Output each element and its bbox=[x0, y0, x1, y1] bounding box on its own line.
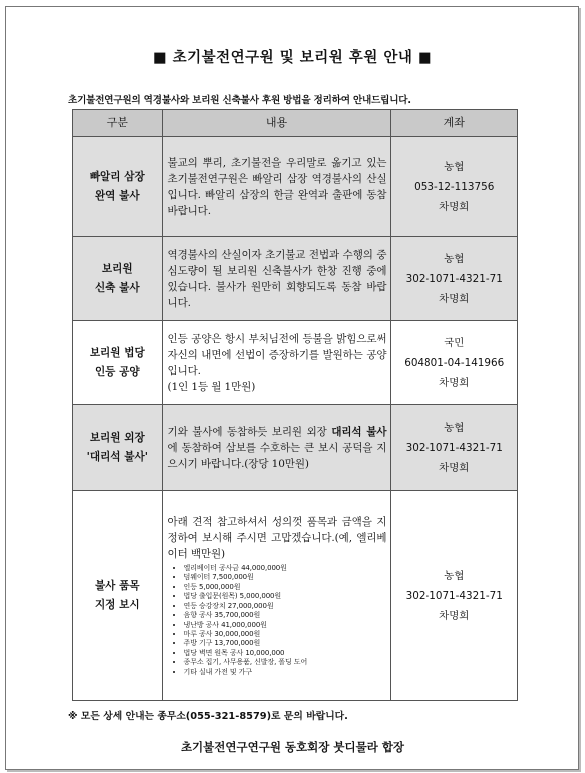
account-holder: 차명희 bbox=[439, 461, 470, 474]
category-line: 빠알리 삼장 bbox=[89, 170, 145, 183]
bank-name: 농협 bbox=[444, 421, 465, 434]
content-note: (1인 1등 월 1만원) bbox=[167, 380, 256, 393]
row-content: 불교의 뿌리, 초기불전을 우리말로 옮기고 있는 초기불전연구원은 빠알리 삼장 역경불사의 산실입니다. 빠알리 삼장의 한글 완역과 출판에 동참 바랍니다. bbox=[162, 137, 391, 237]
header-category: 구분 bbox=[73, 110, 163, 137]
list-item: • 덤웨이터 7,500,000원 bbox=[184, 573, 387, 582]
intro-text: 초기불전연구원의 역경불사와 보리원 신축불사 후원 방법을 정리하여 안내드립니다. bbox=[68, 95, 411, 106]
row-account bbox=[391, 405, 518, 491]
category-line: 불사 품목 bbox=[94, 579, 140, 592]
row-content bbox=[162, 491, 391, 701]
category-line: '대리석 불사' bbox=[86, 450, 148, 463]
list-item: • 인등 5,000,000원 bbox=[184, 583, 387, 592]
table-row bbox=[73, 137, 518, 237]
table-row bbox=[73, 237, 518, 321]
bank-name: 농협 bbox=[444, 160, 465, 173]
row-content bbox=[162, 321, 391, 405]
row-category bbox=[73, 237, 163, 321]
table-row bbox=[73, 491, 518, 701]
document-title: ■ 초기불전연구원 및 보리원 후원 안내 ■ bbox=[152, 50, 433, 66]
table-header-row bbox=[73, 110, 518, 137]
account-number: 604801-04-141966 bbox=[404, 356, 505, 369]
list-item: • 주방 기구 13,700,000원 bbox=[184, 639, 387, 648]
row-category bbox=[73, 321, 163, 405]
list-item: • 엘리베이터 공사금 44,000,000원 bbox=[184, 564, 387, 573]
category-line: 지정 보시 bbox=[94, 598, 140, 611]
category-line: 완역 불사 bbox=[94, 189, 140, 202]
category-line: 보리원 bbox=[101, 262, 133, 275]
row-account bbox=[391, 321, 518, 405]
category-line: 신축 불사 bbox=[94, 281, 140, 294]
account-number: 302-1071-4321-71 bbox=[405, 272, 503, 285]
account-number: 302-1071-4321-71 bbox=[405, 441, 503, 454]
row-content bbox=[162, 405, 391, 491]
content-text: 에 동참하여 삼보를 수호하는 큰 보시 공덕을 지으시기 바랍니다.(장당 10만원) bbox=[167, 441, 387, 470]
row-account bbox=[391, 237, 518, 321]
footer-signature: 초기불전연구연구원 동호회장 붓디물라 합장 bbox=[180, 740, 405, 754]
content-text: 아래 견적 참고하셔서 성의껏 품목과 금액을 지정하여 보시해 주시면 고맙겠습니다.(예, 엘리베이터 백만원) bbox=[167, 516, 387, 561]
row-category bbox=[73, 137, 163, 237]
row-category bbox=[73, 405, 163, 491]
list-item: • 법당 출입문(원목) 5,000,000원 bbox=[184, 592, 387, 601]
bank-name: 국민 bbox=[444, 336, 465, 349]
header-content: 내용 bbox=[162, 110, 391, 137]
list-item: • 냉난방 공사 41,000,000원 bbox=[184, 621, 387, 630]
content-text: 기와 불사에 동참하듯 보리원 외장 bbox=[167, 425, 332, 438]
table-row bbox=[73, 405, 518, 491]
account-number: 053-12-113756 bbox=[414, 180, 495, 193]
list-item: • 마루 공사 30,000,000원 bbox=[184, 630, 387, 639]
list-item: • 법당 벽면 원목 공사 10,000,000 bbox=[184, 649, 387, 658]
account-number: 302-1071-4321-71 bbox=[405, 589, 503, 602]
contact-note: ※ 모든 상세 안내는 종무소(055-321-8579)로 문의 바랍니다. bbox=[68, 711, 348, 722]
row-account bbox=[391, 137, 518, 237]
category-line: 보리원 외장 bbox=[89, 431, 145, 444]
account-holder: 차명희 bbox=[439, 609, 470, 622]
header-account: 계좌 bbox=[391, 110, 518, 137]
list-item: • 음향 공사 35,700,000원 bbox=[184, 611, 387, 620]
row-account bbox=[391, 491, 518, 701]
list-item: • 종무소 집기, 사무용품, 신발장, 폴딩 도어 bbox=[184, 658, 387, 667]
donation-table bbox=[72, 109, 518, 701]
account-holder: 차명희 bbox=[439, 292, 470, 305]
content-bold: 대리석 불사 bbox=[331, 425, 387, 438]
bank-name: 농협 bbox=[444, 252, 465, 265]
list-item: • 연등 승강장치 27,000,000원 bbox=[184, 602, 387, 611]
bank-name: 농협 bbox=[444, 569, 465, 582]
account-holder: 차명희 bbox=[439, 200, 470, 213]
item-list bbox=[168, 564, 387, 677]
category-line: 인등 공양 bbox=[94, 365, 140, 378]
table-row bbox=[73, 321, 518, 405]
row-content: 역경불사의 산실이자 초기불교 전법과 수행의 중심도량이 될 보리원 신축불사가 한창 진행 중에 있습니다. 불사가 원만히 회향되도록 동참 바랍니다. bbox=[162, 237, 391, 321]
row-category bbox=[73, 491, 163, 701]
category-line: 보리원 법당 bbox=[89, 346, 145, 359]
content-text: 인등 공양은 항시 부처님전에 등불을 밝힘으로써 자신의 내면에 선법이 증장하기를 발원하는 공양입니다. bbox=[167, 332, 387, 377]
list-item: • 기타 실내 가전 및 가구 bbox=[184, 668, 387, 677]
account-holder: 차명희 bbox=[439, 376, 470, 389]
